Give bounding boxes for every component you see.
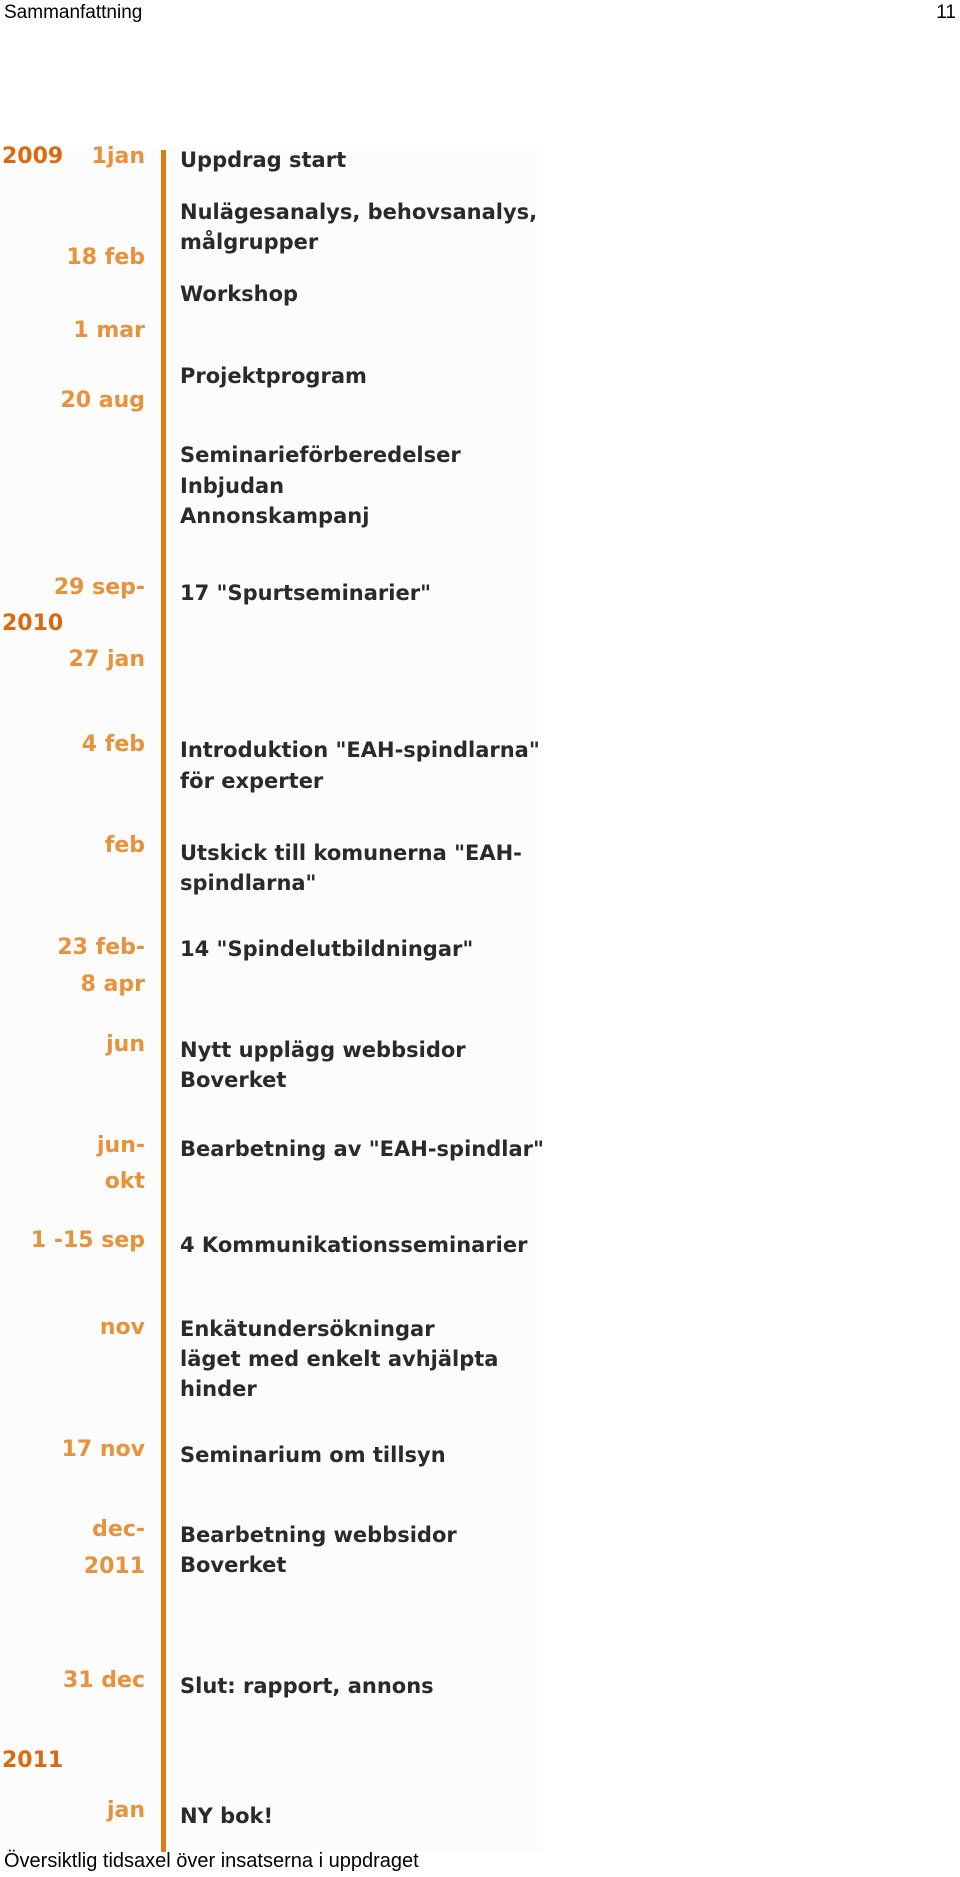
date-label: nov (99, 1315, 145, 1340)
date-label: feb (104, 833, 145, 858)
event-text: Inbjudan (180, 474, 285, 498)
date-label: 4 feb (81, 732, 145, 757)
year-label: 2009 (2, 144, 64, 169)
event-text: Bearbetning av "EAH-spindlar" (180, 1137, 544, 1161)
date-label: 29 sep- (53, 575, 145, 600)
event-text: NY bok! (180, 1804, 274, 1828)
year-label: 2011 (2, 1748, 64, 1773)
date-label: 8 apr (80, 972, 145, 997)
event-text: 17 "Spurtseminarier" (180, 581, 432, 605)
date-label: jan (106, 1798, 145, 1823)
event-text: Boverket (180, 1068, 287, 1092)
date-label: 18 feb (66, 245, 145, 270)
date-label: 2011 (83, 1554, 145, 1579)
event-text: Slut: rapport, annons (180, 1674, 434, 1698)
event-text: Uppdrag start (180, 148, 347, 172)
event-text: Workshop (180, 282, 299, 306)
date-label: 1 -15 sep (30, 1228, 145, 1253)
event-text: hinder (180, 1377, 257, 1401)
date-label: 17 nov (61, 1437, 145, 1462)
event-text: Projektprogram (180, 364, 367, 388)
event-text: Utskick till komunerna "EAH- (180, 841, 522, 865)
event-text: Enkätundersökningar (180, 1317, 435, 1341)
date-label: 1 mar (73, 318, 145, 343)
event-text: Seminarium om tillsyn (180, 1443, 446, 1467)
event-text: 14 "Spindelutbildningar" (180, 937, 474, 961)
event-text: Annonskampanj (180, 504, 370, 528)
date-label: okt (104, 1169, 145, 1194)
event-text: spindlarna" (180, 871, 317, 895)
date-label: 1jan (91, 144, 145, 169)
date-label: jun (106, 1032, 145, 1057)
event-text: läget med enkelt avhjälpta (180, 1347, 499, 1371)
date-label: 20 aug (60, 388, 145, 413)
event-text: Bearbetning webbsidor (180, 1523, 457, 1547)
page-number: 11 (936, 2, 956, 23)
event-text: Nytt upplägg webbsidor (180, 1038, 466, 1062)
date-label: dec- (92, 1517, 145, 1542)
event-text: målgrupper (180, 230, 319, 254)
event-text: Introduktion "EAH-spindlarna" (180, 738, 540, 762)
date-label: 31 dec (63, 1668, 145, 1693)
event-text: Nulägesanalys, behovsanalys, (180, 200, 538, 224)
year-label: 2010 (2, 611, 64, 636)
figure-caption: Översiktlig tidsaxel över insatserna i uppdraget (4, 1850, 419, 1872)
running-header-title: Sammanfattning (4, 2, 143, 23)
event-text: för experter (180, 769, 324, 793)
timeline-axis-line (161, 150, 166, 1852)
date-label: 23 feb- (57, 935, 145, 960)
event-text: Seminarieförberedelser (180, 443, 461, 467)
date-label: 27 jan (68, 647, 145, 672)
event-text: Boverket (180, 1553, 287, 1577)
event-text: 4 Kommunikationsseminarier (180, 1233, 528, 1257)
date-label: jun- (97, 1133, 145, 1158)
timeline-figure (0, 144, 544, 1852)
